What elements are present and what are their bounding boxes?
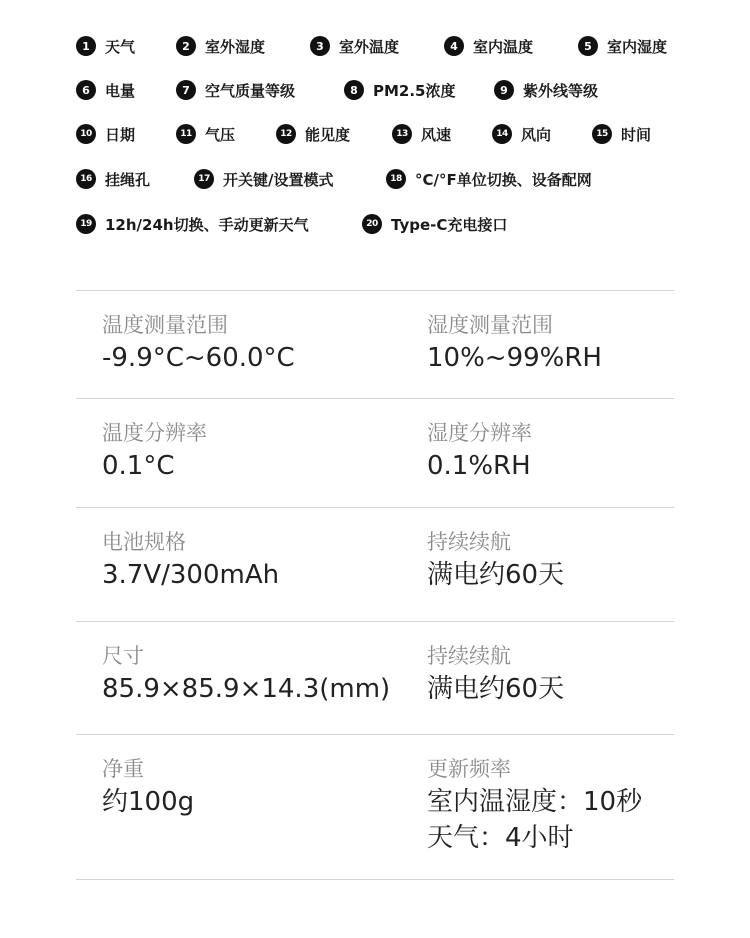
- spec-label: 湿度分辨率: [427, 421, 532, 445]
- legend-label: 电量: [105, 81, 136, 100]
- legend-item: [592, 122, 651, 146]
- legend-label: 天气: [105, 37, 136, 56]
- spec-label: 持续续航: [427, 530, 511, 554]
- number-badge: 5: [578, 36, 598, 56]
- spec-cell: [102, 528, 279, 592]
- spec-cell: [102, 311, 295, 375]
- legend-label: 室内湿度: [607, 37, 668, 56]
- component-legend: [0, 0, 750, 260]
- legend-label: 挂绳孔: [105, 170, 151, 189]
- number-badge: 10: [76, 124, 96, 144]
- spec-value: 室内温湿度：10秒: [427, 787, 643, 817]
- spec-row: [76, 398, 674, 508]
- legend-label: 风速: [421, 125, 452, 144]
- spec-label: 电池规格: [102, 530, 186, 554]
- number-badge: 15: [592, 124, 612, 144]
- spec-cell: [102, 642, 390, 706]
- spec-label: 温度测量范围: [102, 313, 228, 337]
- spec-cell: [427, 755, 642, 855]
- spec-value: 满电约60天: [427, 674, 565, 704]
- spec-row: [76, 507, 674, 622]
- spec-label: 温度分辨率: [102, 421, 207, 445]
- spec-value: 满电约60天: [427, 560, 565, 590]
- spec-cell: [427, 642, 564, 706]
- legend-item: [176, 122, 235, 146]
- legend-item: [310, 34, 399, 58]
- spec-label: 湿度测量范围: [427, 313, 553, 337]
- legend-label: 风向: [521, 125, 552, 144]
- legend-item: [392, 122, 451, 146]
- legend-item: [176, 34, 265, 58]
- legend-item: [494, 78, 598, 102]
- spec-value: 85.9×85.9×14.3(mm): [102, 674, 391, 704]
- number-badge: 16: [76, 169, 96, 189]
- legend-label: 室外湿度: [205, 37, 266, 56]
- spec-row: [76, 621, 674, 735]
- legend-item: [176, 78, 295, 102]
- spec-value: 0.1%RH: [427, 451, 531, 481]
- number-badge: 4: [444, 36, 464, 56]
- number-badge: 6: [76, 80, 96, 100]
- number-badge: 17: [194, 169, 214, 189]
- legend-item: [344, 78, 456, 102]
- number-badge: 18: [386, 169, 406, 189]
- spec-label: 持续续航: [427, 644, 511, 668]
- spec-row: [76, 734, 674, 880]
- legend-label: 时间: [621, 125, 652, 144]
- number-badge: 14: [492, 124, 512, 144]
- legend-label: 气压: [205, 125, 236, 144]
- legend-label: 室内温度: [473, 37, 534, 56]
- legend-item: [492, 122, 551, 146]
- legend-label: 室外温度: [339, 37, 400, 56]
- number-badge: 13: [392, 124, 412, 144]
- legend-item: [76, 34, 135, 58]
- spec-cell: [427, 311, 602, 375]
- spec-value: 0.1°C: [102, 451, 175, 481]
- spec-label: 更新频率: [427, 757, 511, 781]
- number-badge: 12: [276, 124, 296, 144]
- spec-row: [76, 290, 674, 399]
- legend-label: 日期: [105, 125, 136, 144]
- spec-cell: [427, 528, 564, 592]
- number-badge: 2: [176, 36, 196, 56]
- spec-value: -9.9°C~60.0°C: [102, 343, 295, 373]
- spec-value-line2: 天气：4小时: [427, 823, 574, 853]
- number-badge: 9: [494, 80, 514, 100]
- number-badge: 1: [76, 36, 96, 56]
- legend-label: Type-C充电接口: [391, 215, 508, 234]
- legend-label: 紫外线等级: [523, 81, 599, 100]
- legend-item: [386, 167, 592, 191]
- legend-item: [194, 167, 333, 191]
- spec-cell: [102, 755, 194, 819]
- legend-item: [76, 122, 135, 146]
- number-badge: 19: [76, 214, 96, 234]
- number-badge: 20: [362, 214, 382, 234]
- legend-item: [276, 122, 350, 146]
- spec-cell: [427, 419, 532, 483]
- legend-label: °C/°F单位切换、设备配网: [415, 170, 592, 189]
- legend-label: 能见度: [305, 125, 351, 144]
- legend-item: [362, 212, 507, 236]
- legend-item: [76, 167, 150, 191]
- legend-item: [76, 212, 309, 236]
- legend-label: PM2.5浓度: [373, 81, 456, 100]
- legend-label: 12h/24h切换、手动更新天气: [105, 215, 309, 234]
- legend-item: [578, 34, 667, 58]
- spec-label: 净重: [102, 757, 144, 781]
- table-bottom-divider: [76, 879, 674, 880]
- spec-value: 3.7V/300mAh: [102, 560, 280, 590]
- spec-cell: [102, 419, 207, 483]
- number-badge: 3: [310, 36, 330, 56]
- legend-item: [76, 78, 135, 102]
- spec-label: 尺寸: [102, 644, 144, 668]
- number-badge: 8: [344, 80, 364, 100]
- legend-item: [444, 34, 533, 58]
- legend-label: 开关键/设置模式: [223, 170, 334, 189]
- number-badge: 11: [176, 124, 196, 144]
- legend-label: 空气质量等级: [205, 81, 296, 100]
- spec-value: 约100g: [102, 787, 195, 817]
- number-badge: 7: [176, 80, 196, 100]
- spec-value: 10%~99%RH: [427, 343, 602, 373]
